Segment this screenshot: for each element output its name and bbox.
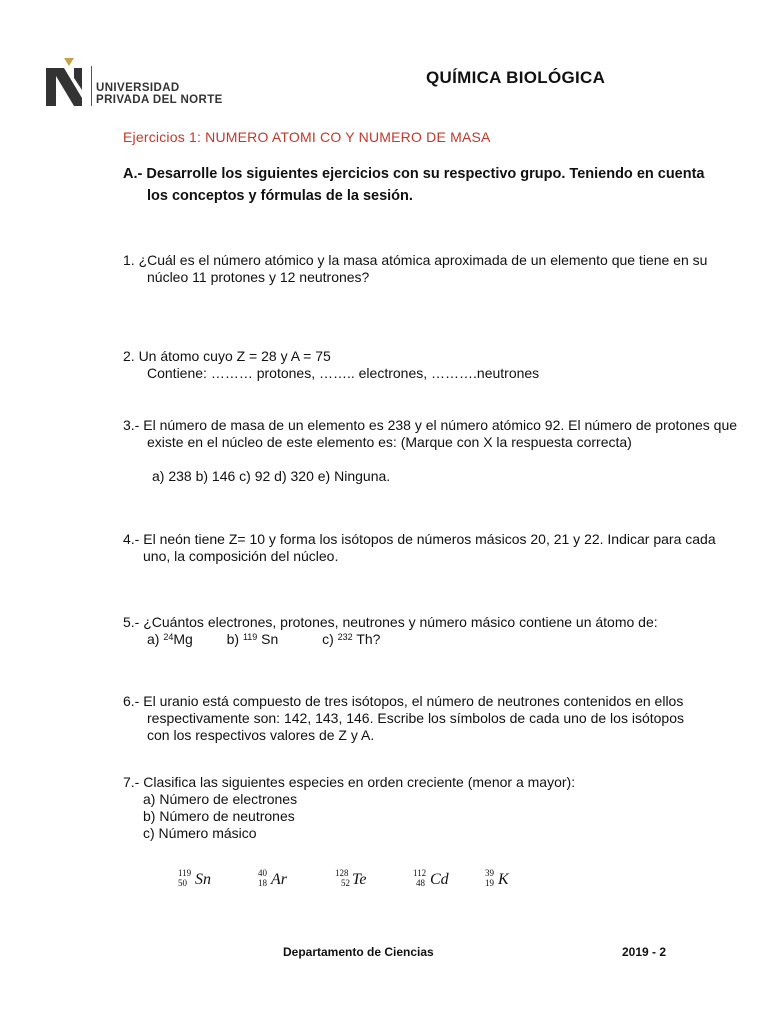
instructions	[123, 163, 743, 207]
question-6-line2: respectivamente son: 142, 143, 146. Escribe los símbolos de cada uno de los isótopos	[147, 710, 684, 726]
question-3-line2: existe en el núcleo de este elemento es: (Marque con X la respuesta correcta)	[147, 434, 632, 450]
course-title: QUÍMICA BIOLÓGICA	[426, 68, 606, 87]
question-1-line2: núcleo 11 protones y 12 neutrones?	[147, 269, 370, 285]
question-4-line2: uno, la composición del núcleo.	[143, 548, 339, 564]
isotope-symbol: Sn	[195, 871, 211, 888]
question-1-line1: 1. ¿Cuál es el número atómico y la masa atómica aproximada de un elemento que tiene en su	[123, 252, 708, 268]
isotope-atomic: 52	[341, 878, 350, 888]
university-name-line1: UNIVERSIDAD	[96, 82, 180, 94]
question-7-c: c) Número másico	[143, 825, 257, 841]
isotope-mass: 39	[485, 868, 494, 878]
q5-item-a: a) $^{24}$Mg	[147, 631, 193, 647]
question-3-line1: 3.- El número de masa de un elemento es 238 y el número atómico 92. El número de protones que	[123, 417, 738, 433]
isotope-mass: 40	[258, 868, 267, 878]
question-4-line1: 4.- El neón tiene Z= 10 y forma los isótopos de números másicos 20, 21 y 22. Indicar para cada	[123, 531, 716, 547]
university-name-line2: PRIVADA DEL NORTE	[96, 94, 223, 106]
question-5-line1: 5.- ¿Cuántos electrones, protones, neutrones y número másico contiene un átomo de:	[123, 614, 658, 630]
question-1	[123, 252, 707, 286]
isotope-atomic: 50	[178, 878, 187, 888]
isotope-atomic: 18	[258, 878, 267, 888]
question-6	[123, 693, 684, 744]
question-6-line3: con los respectivos valores de Z y A.	[147, 727, 375, 743]
isotope-symbol: Te	[352, 871, 367, 888]
isotope-symbol: K	[498, 871, 509, 888]
footer-term: 2019 - 2	[622, 945, 667, 959]
logo-divider	[91, 66, 92, 106]
question-5	[123, 614, 658, 631]
question-2-line1: 2. Un átomo cuyo Z = 28 y A = 75	[123, 348, 331, 364]
isotope-symbol: Ar	[271, 871, 287, 888]
isotope-atomic: 48	[416, 878, 425, 888]
question-7-line1: 7.- Clasifica las siguientes especies en orden creciente (menor a mayor):	[123, 774, 576, 790]
question-3-options: a) 238 b) 146 c) 92 d) 320 e) Ninguna.	[152, 468, 391, 484]
university-name	[96, 82, 223, 106]
isotope-mass: 112	[413, 868, 427, 878]
q5-item-c: c) $^{232}$ Th?	[322, 631, 381, 647]
q5-item-b: b) $^{119}$ Sn	[226, 631, 279, 647]
exercise-title: Ejercicios 1: NUMERO ATOMI CO Y NUMERO DE MASA	[123, 129, 491, 145]
isotope-atomic: 19	[485, 878, 494, 888]
question-5-items	[147, 631, 380, 648]
question-3	[123, 417, 737, 451]
question-7-a: a) Número de electrones	[143, 791, 298, 807]
isotope-mass: 119	[178, 868, 192, 878]
footer-department: Departamento de Ciencias	[283, 945, 434, 959]
question-2	[123, 348, 539, 382]
question-7-b: b) Número de neutrones	[143, 808, 295, 824]
isotope-symbol: Cd	[430, 871, 449, 888]
instructions-line2: los conceptos y fórmulas de la sesión.	[147, 188, 413, 204]
question-7	[123, 774, 575, 842]
question-2-line2: Contiene: ……… protones, …….. electrones, ……….neutrones	[147, 365, 540, 381]
instructions-line1: A.- Desarrolle los siguientes ejercicios con su respectivo grupo. Teniendo en cuenta	[123, 166, 705, 182]
isotope-mass: 128	[335, 868, 349, 878]
question-6-line1: 6.- El uranio está compuesto de tres isótopos, el número de neutrones contenidos en ellos	[123, 693, 684, 709]
question-4	[123, 531, 716, 565]
university-logo-icon	[44, 58, 90, 106]
